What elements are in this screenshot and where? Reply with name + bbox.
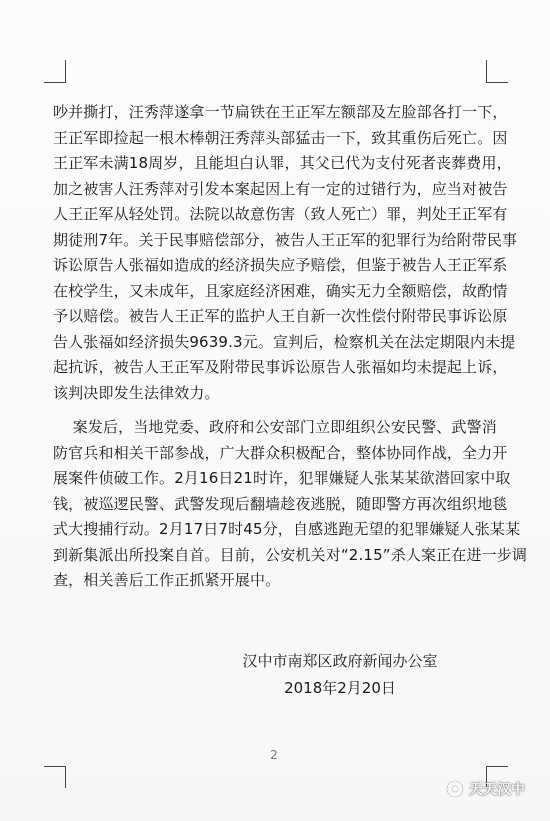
text-line: 王正军未满18周岁，且能坦白认罪，其父已代为支付死者丧葬费用， bbox=[53, 154, 512, 172]
text-line: 钱，被巡逻民警、武警发现后翻墙趁夜逃脱，随即警方再次组织地毯 bbox=[53, 494, 508, 513]
paragraph-investigation bbox=[53, 415, 528, 594]
text-line: 案发后，当地党委、政府和公安部门立即组织公安民警、武警消 bbox=[53, 418, 497, 436]
text-line: 诉讼原告人张福如造成的经济损失应予赔偿，但鉴于被告人王正军系 bbox=[53, 256, 508, 274]
text-line: 展案件侦破工作。2月16日21时许，犯罪嫌疑人张某某欲潜回家中取 bbox=[53, 469, 511, 487]
text-line: 人王正军从轻处罚。法院以故意伤害（致人死亡）罪，判处王正军有 bbox=[53, 205, 508, 223]
text-line: 防官兵和相关干部参战，广大群众积极配合，整体协同作战，全力开 bbox=[53, 443, 508, 462]
paragraph-gap bbox=[53, 406, 503, 415]
text-line: 该判决即发生法律效力。 bbox=[53, 383, 220, 402]
text-line: 王正军即捡起一根木棒朝汪秀萍头部猛击一下，致其重伤后死亡。因 bbox=[53, 128, 508, 147]
text-line: 告人张福如经济损失9639.3元。宣判后，检察机关在法定期限内未提 bbox=[53, 332, 516, 351]
watermark bbox=[445, 778, 525, 800]
text-line: 予以赔偿。被告人王正军的监护人王自新一次性偿付附带民事诉讼原 bbox=[53, 307, 508, 325]
text-line: 在校学生，又未成年，且家庭经济困难，确实无力全额赔偿，故酌情 bbox=[53, 281, 508, 300]
crop-mark-bottom-right bbox=[486, 766, 508, 767]
paragraph-verdict bbox=[53, 100, 518, 406]
wechat-official-account-icon bbox=[445, 779, 465, 799]
page-number: 2 bbox=[270, 748, 278, 762]
text-line: 加之被害人汪秀萍对引发本案起因上有一定的过错行为，应当对被告 bbox=[53, 179, 508, 198]
crop-mark-bottom-left bbox=[65, 766, 66, 788]
text-line: 式大搜捕行动。2月17日7时45分，自感逃跑无望的犯罪嫌疑人张某某 bbox=[53, 520, 521, 538]
watermark-text: 天天汉中 bbox=[469, 782, 525, 798]
crop-mark-top-right bbox=[486, 60, 487, 82]
text-line: 期徒刑7年。关于民事赔偿部分，被告人王正军的犯罪行为给附带民事 bbox=[53, 230, 518, 249]
signature-block bbox=[210, 648, 470, 702]
issuing-office: 汉中市南郑区政府新闻办公室 bbox=[242, 652, 438, 670]
crop-mark-top-left bbox=[65, 60, 66, 82]
document-body bbox=[53, 100, 528, 594]
crop-mark-bottom-left bbox=[44, 766, 66, 767]
text-line: 查，相关善后工作正抓紧开展中。 bbox=[53, 571, 281, 589]
issue-date: 2018年2月20日 bbox=[284, 679, 396, 697]
text-line: 吵并撕打，汪秀萍遂拿一节扁铁在王正军左额部及左脸部各打一下， bbox=[53, 103, 508, 121]
text-line: 起抗诉，被告人王正军及附带民事诉讼原告人张福如均未提起上诉， bbox=[53, 358, 508, 376]
text-line: 到新集派出所投案自首。目前，公安机关对“2.15”杀人案正在进一步调 bbox=[53, 545, 528, 564]
crop-mark-top-left bbox=[44, 82, 66, 83]
crop-mark-top-right bbox=[486, 82, 508, 83]
